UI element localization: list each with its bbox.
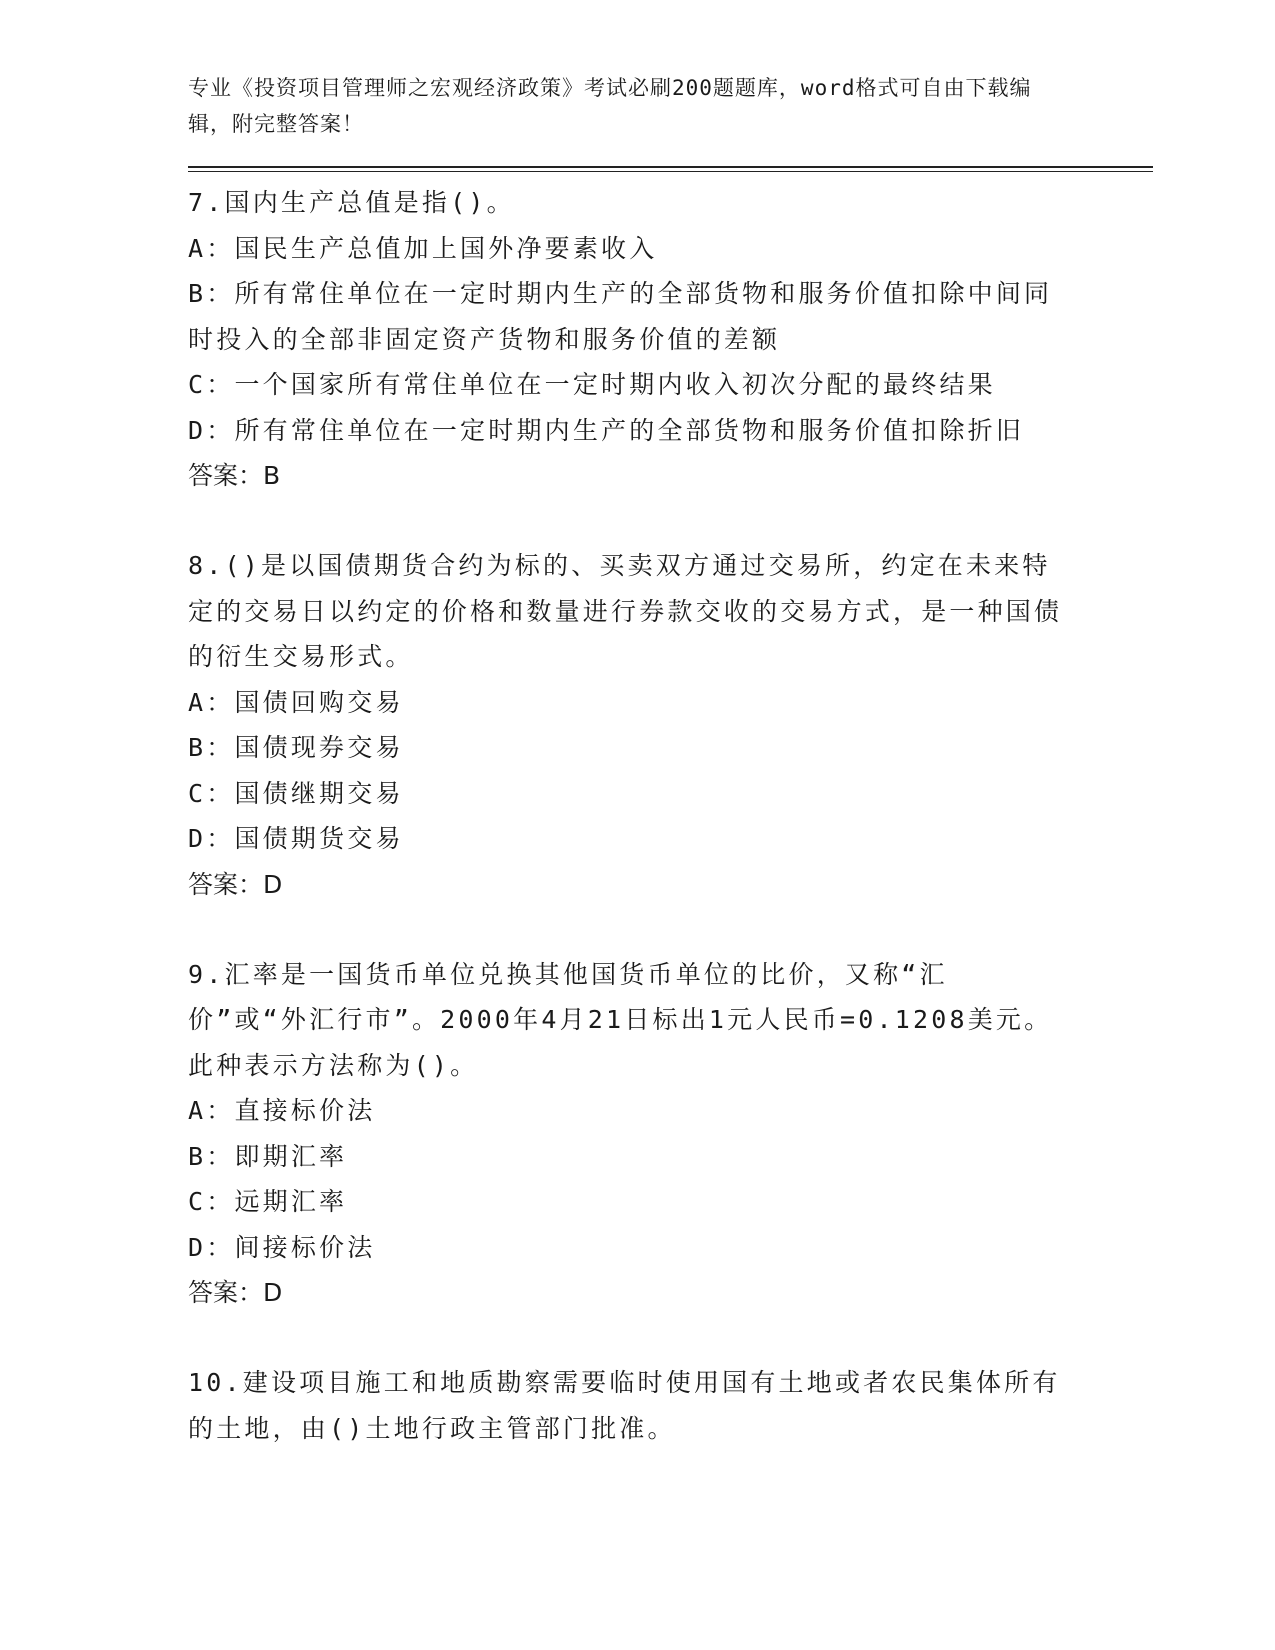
question-option-a: A：直接标价法 — [188, 1096, 376, 1125]
document-header-note: 专业《投资项目管理师之宏观经济政策》考试必刷200题题库，word格式可自由下载编辑，附完整答案！ — [188, 76, 1032, 136]
question-stem: 8.()是以国债期货合约为标的、买卖双方通过交易所，约定在未来特定的交易日以约定的价格和数量进行券款交收的交易方式，是一种国债的衍生交易形式。 — [188, 551, 1063, 671]
question-8 — [188, 543, 1148, 907]
question-9 — [188, 952, 1148, 1316]
question-answer: 答案：B — [188, 461, 281, 490]
question-option-b: B：国债现券交易 — [188, 733, 404, 762]
question-option-b: B：所有常住单位在一定时期内生产的全部货物和服务价值扣除中间同时投入的全部非固定资产货物和服务价值的差额 — [188, 279, 1053, 354]
question-option-a: A：国债回购交易 — [188, 687, 404, 717]
question-stem: 9.汇率是一国货币单位兑换其他国货币单位的比价，又称“汇价”或“外汇行市”。2000年4月21日标出1元人民币=0.1208美元。此种表示方法称为()。 — [188, 959, 1053, 1080]
question-answer: 答案：D — [188, 869, 283, 899]
document-page — [188, 70, 1148, 1451]
question-spacer — [188, 907, 1148, 952]
question-stem: 10.建设项目施工和地质勘察需要临时使用国有土地或者农民集体所有的土地，由()土地行政主管部门批准。 — [188, 1368, 1061, 1443]
question-option-c: C：一个国家所有常住单位在一定时期内收入初次分配的最终结果 — [188, 370, 996, 399]
question-stem: 7.国内生产总值是指()。 — [188, 188, 515, 217]
question-option-c: C：国债继期交易 — [188, 778, 404, 808]
question-10 — [188, 1360, 1148, 1451]
question-option-c: C：远期汇率 — [188, 1187, 348, 1216]
question-7 — [188, 180, 1148, 498]
question-option-b: B：即期汇率 — [188, 1141, 348, 1171]
header-rule-thin — [188, 171, 1153, 172]
question-option-d: D：国债期货交易 — [188, 824, 404, 853]
question-option-d: D：间接标价法 — [188, 1232, 376, 1262]
question-answer: 答案：D — [188, 1278, 283, 1307]
question-option-a: A：国民生产总值加上国外净要素收入 — [188, 233, 658, 263]
header-rule-thick — [188, 166, 1153, 168]
question-option-d: D：所有常住单位在一定时期内生产的全部货物和服务价值扣除折旧 — [188, 415, 1025, 445]
question-spacer — [188, 1315, 1148, 1360]
question-spacer — [188, 498, 1148, 543]
